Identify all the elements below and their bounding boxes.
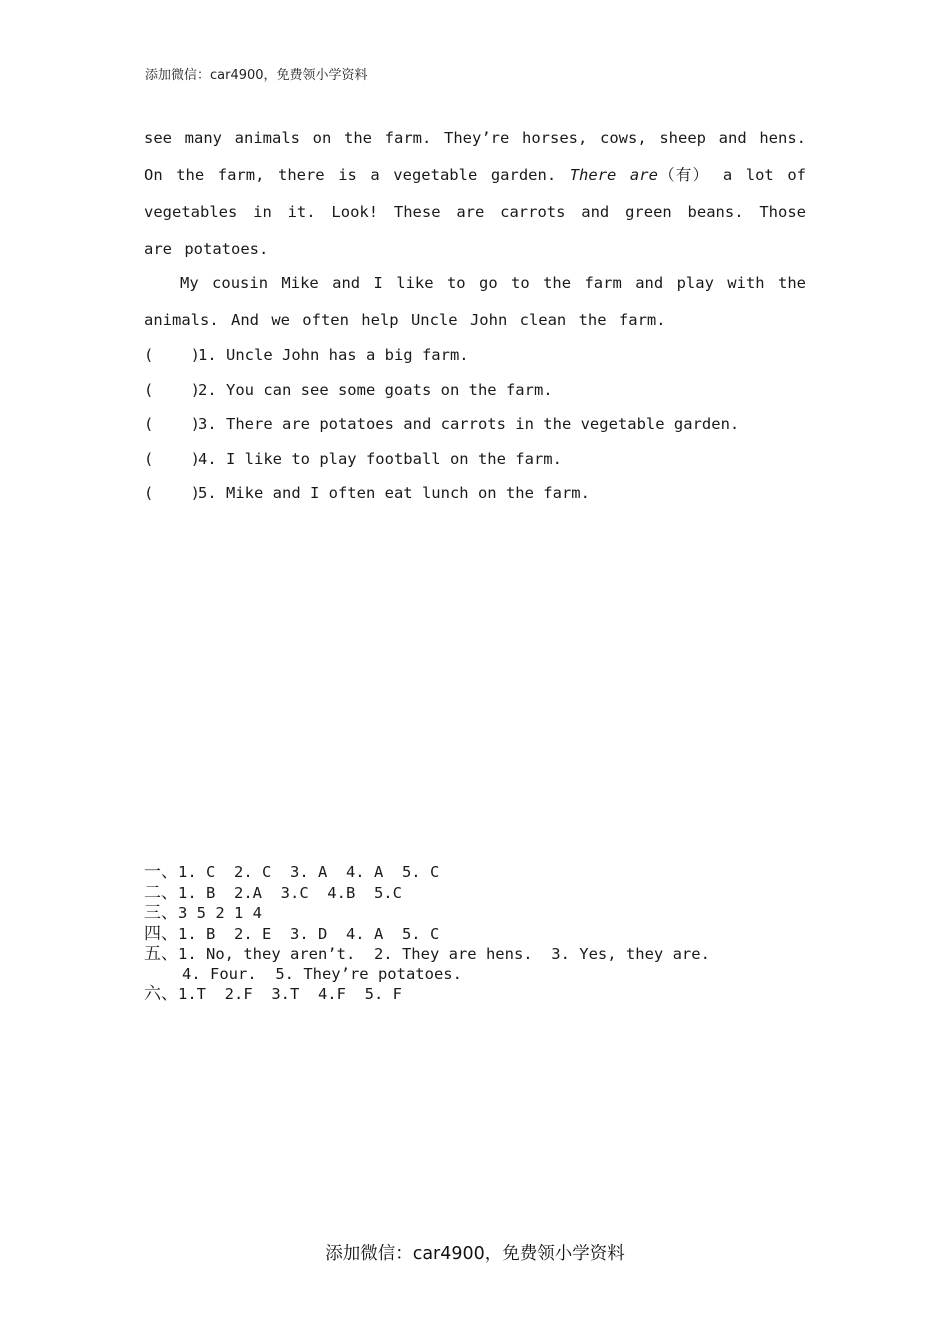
question-text: 1. Uncle John has a big farm.: [198, 346, 469, 364]
answer-section-label: 一、: [144, 862, 178, 882]
true-false-questions: [144, 340, 739, 513]
question-item: [144, 340, 739, 375]
answer-section-label: 四、: [144, 923, 178, 944]
answer-blank: ( ): [144, 346, 200, 364]
answer-line: [144, 984, 710, 1005]
passage-paragraph-1: [144, 120, 806, 268]
answer-line: [144, 903, 710, 924]
question-text: 5. Mike and I often eat lunch on the farm.: [198, 484, 590, 502]
answer-blank: ( ): [144, 449, 200, 468]
question-text: 2. You can see some goats on the farm.: [198, 380, 553, 399]
question-text: 4. I like to play football on the farm.: [198, 449, 562, 468]
header-watermark: 添加微信：car4900，免费领小学资料: [145, 68, 368, 83]
answer-section-label: 六、: [144, 983, 178, 1004]
answer-text: 1. B 2.A 3.C 4.B 5.C: [178, 883, 402, 902]
passage-para1-lead: see many animals on the farm. They’re horses, cows, sheep and hens. On the farm, there is a vegetable garden.: [144, 129, 806, 184]
answer-text: 1. C 2. C 3. A 4. A 5. C: [178, 863, 440, 881]
answer-key: [144, 862, 710, 1004]
answer-text: 3 5 2 1 4: [178, 904, 262, 922]
answer-section-label: 三、: [144, 903, 178, 923]
answer-line: [144, 862, 710, 883]
footer-watermark: 添加微信：car4900，免费领小学资料: [325, 1244, 625, 1264]
answer-line: [144, 883, 710, 904]
question-item: [144, 375, 739, 410]
answer-section-label: 二、: [144, 882, 178, 903]
question-item: [144, 478, 739, 513]
passage-para1-rest: （有） a lot of vegetables in it. Look! These are carrots and green beans. Those are potatoes.: [144, 166, 806, 258]
answer-section-label: 五、: [144, 944, 178, 964]
reading-passage: [144, 120, 806, 339]
answer-line: [144, 944, 710, 965]
question-text: 3. There are potatoes and carrots in the vegetable garden.: [198, 415, 740, 433]
answer-text: 1. No, they aren’t. 2. They are hens. 3. Yes, they are.: [178, 945, 710, 963]
passage-paragraph-2: My cousin Mike and I like to go to the farm and play with the animals. And we often help Uncle John clean the farm.: [144, 274, 806, 329]
passage-para1-italic: There are: [569, 166, 658, 184]
answer-text: 1.T 2.F 3.T 4.F 5. F: [178, 984, 402, 1003]
answer-blank: ( ): [144, 415, 200, 433]
question-item: [144, 409, 739, 444]
answer-continuation: 4. Four. 5. They’re potatoes.: [182, 964, 462, 983]
answer-line: [144, 924, 710, 945]
answer-text: 1. B 2. E 3. D 4. A 5. C: [178, 924, 440, 943]
answer-blank: ( ): [144, 484, 200, 502]
question-item: [144, 444, 739, 479]
answer-blank: ( ): [144, 380, 200, 399]
